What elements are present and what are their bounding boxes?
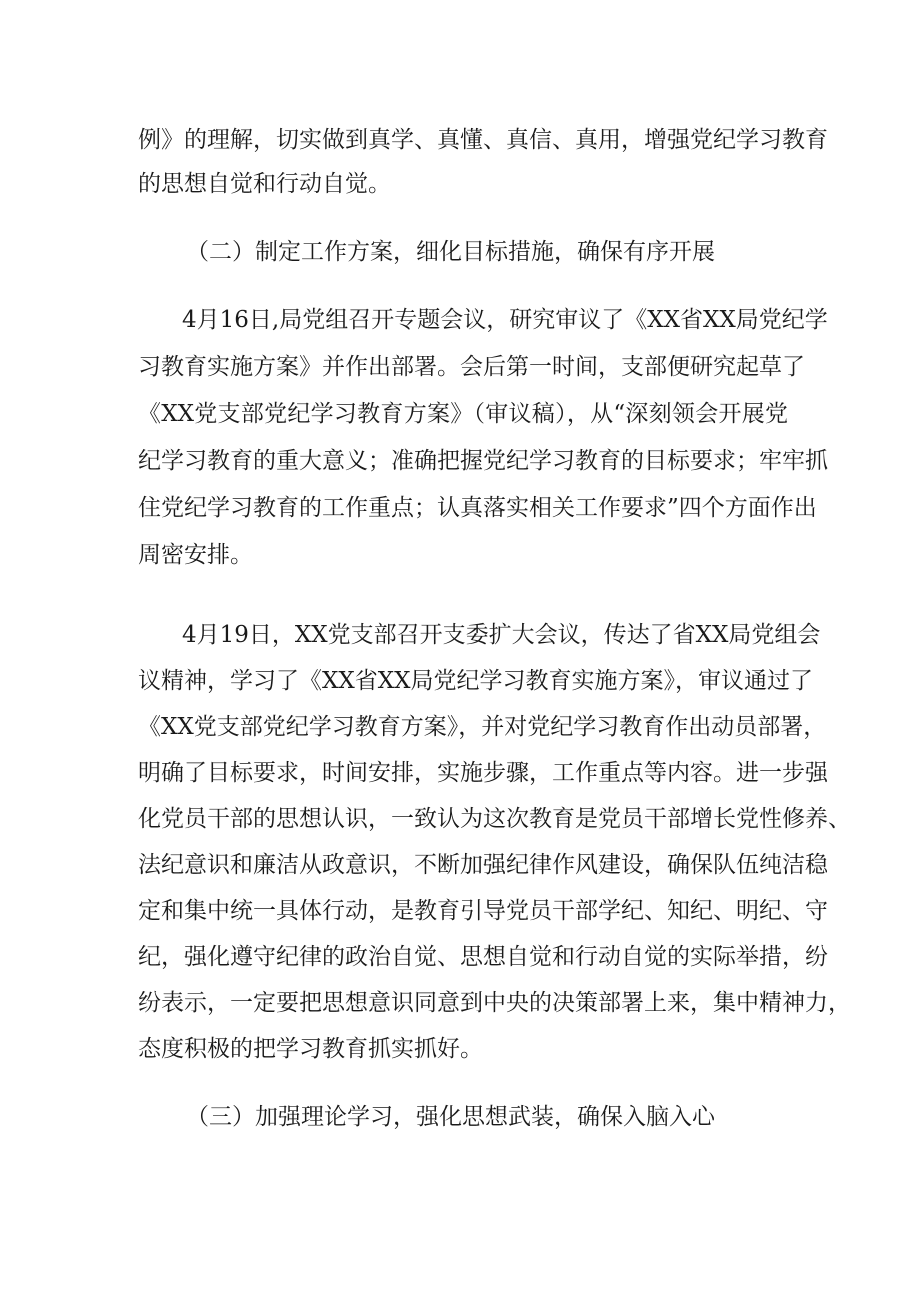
section-heading-2: （二）制定工作方案，细化目标措施，确保有序开展 bbox=[186, 239, 715, 265]
paragraph-3-line-6: 法纪意识和廉洁从政意识，不断加强纪律作风建设，确保队伍纯洁稳 bbox=[138, 852, 828, 878]
paragraph-3-line-7: 定和集中统一具体行动，是教育引导党员干部学纪、知纪、明纪、守 bbox=[138, 898, 828, 924]
paragraph-1-line-2: 的思想自觉和行动自觉。 bbox=[138, 171, 391, 197]
paragraph-3-line-3: 《XX党支部党纪学习教育方案》，并对党纪学习教育作出动员部署， bbox=[138, 714, 827, 740]
paragraph-3-line-1: 4月19日，XX党支部召开支委扩大会议，传达了省XX局党组会 bbox=[182, 622, 821, 648]
paragraph-2-line-1: 4月16日,局党组召开专题会议，研究审议了《XX省XX局党纪学 bbox=[182, 307, 828, 333]
paragraph-2-line-4: 纪学习教育的重大意义；准确把握党纪学习教育的目标要求；牢牢抓 bbox=[138, 448, 828, 474]
paragraph-2-line-5: 住党纪学习教育的工作重点；认真落实相关工作要求”四个方面作出 bbox=[138, 495, 817, 521]
section-heading-3: （三）加强理论学习，强化思想武装，确保入脑入心 bbox=[186, 1104, 715, 1130]
paragraph-3-line-9: 纷表示，一定要把思想意识同意到中央的决策部署上来，集中精神力， bbox=[138, 990, 851, 1016]
paragraph-3-line-8: 纪，强化遵守纪律的政治自觉、思想自觉和行动自觉的实际举措，纷 bbox=[138, 944, 828, 970]
paragraph-2-line-6: 周密安排。 bbox=[138, 542, 253, 568]
paragraph-2-line-2: 习教育实施方案》并作出部署。会后第一时间，支部便研究起草了 bbox=[138, 354, 805, 380]
paragraph-3-line-10: 态度积极的把学习教育抓实抓好。 bbox=[138, 1036, 483, 1062]
paragraph-3-line-5: 化党员干部的思想认识，一致认为这次教育是党员干部增长党性修养、 bbox=[138, 806, 851, 832]
paragraph-3-line-2: 议精神，学习了《XX省XX局党纪学习教育实施方案》，审议通过了 bbox=[138, 668, 813, 694]
paragraph-2-line-3: 《XX党支部党纪学习教育方案》（审议稿），从“深刻领会开展党 bbox=[138, 401, 788, 427]
paragraph-3-line-4: 明确了目标要求，时间安排，实施步骤，工作重点等内容。进一步强 bbox=[138, 760, 828, 786]
paragraph-1-line-1: 例》的理解，切实做到真学、真懂、真信、真用，增强党纪学习教育 bbox=[138, 127, 828, 153]
